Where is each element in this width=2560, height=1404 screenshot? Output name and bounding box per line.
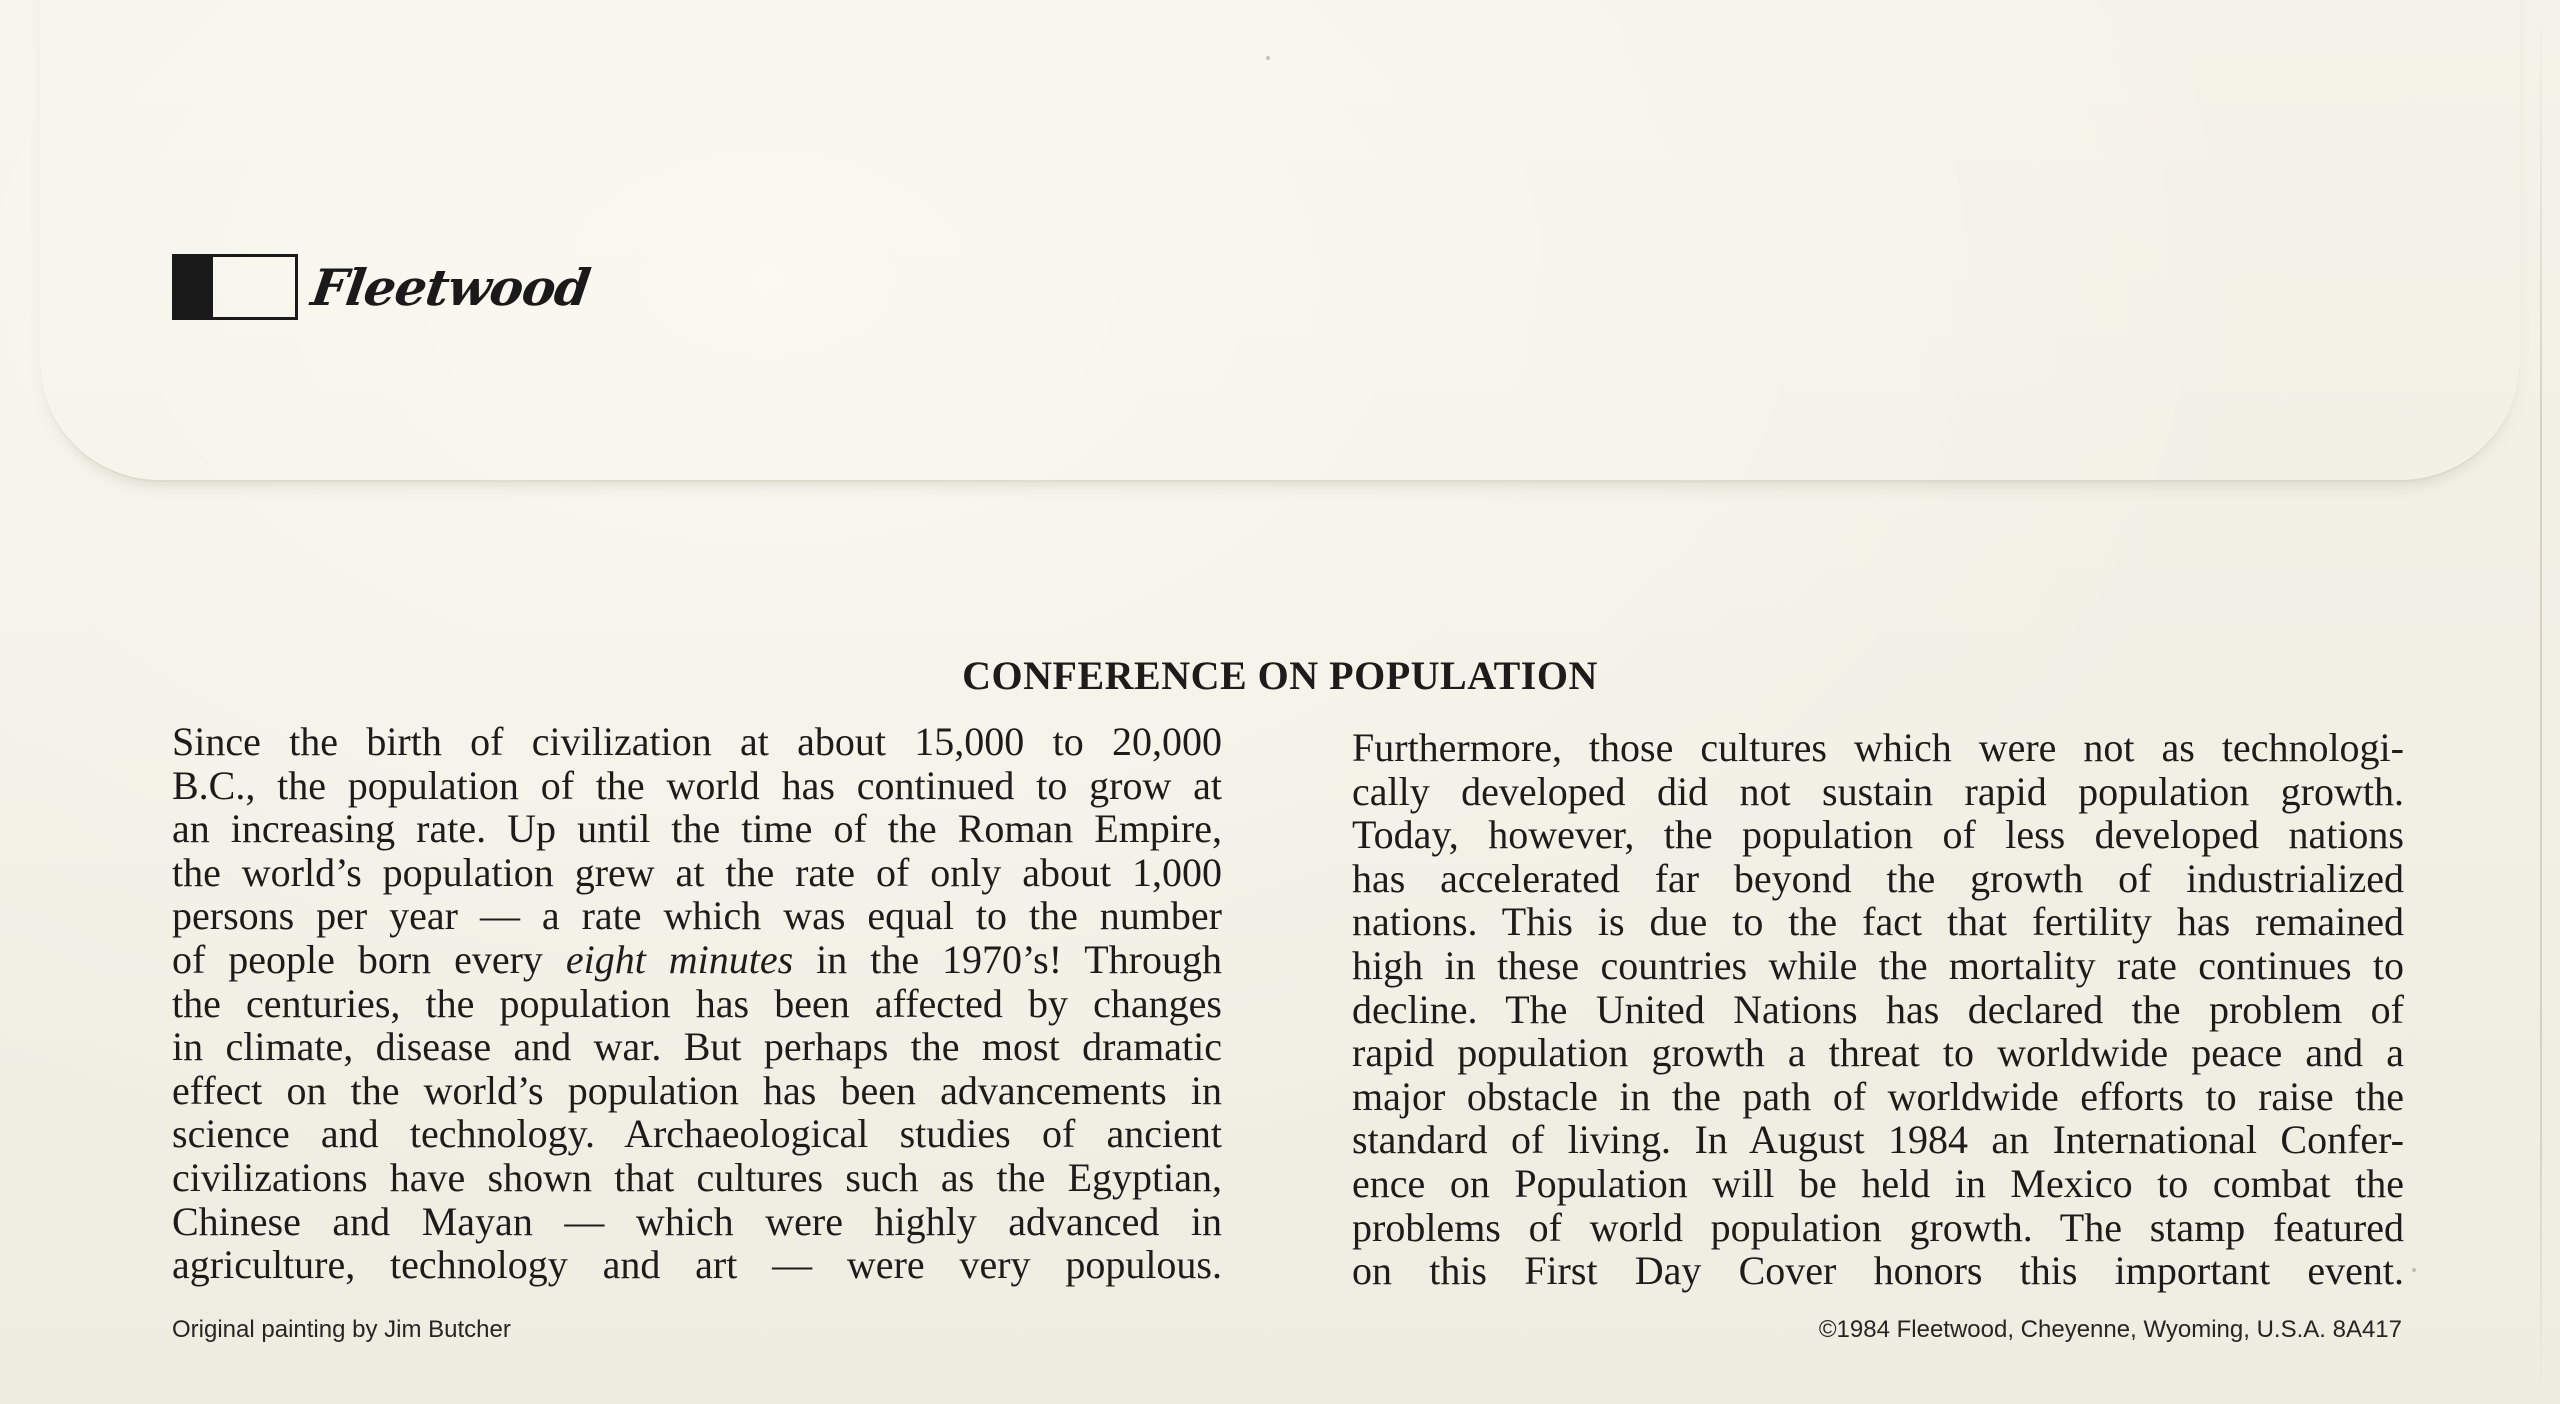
painting-credit: Original painting by Jim Butcher (172, 1316, 511, 1343)
emphasis-text: eight minutes (565, 936, 794, 982)
envelope-flap (40, 0, 2520, 482)
left-line: persons per year — a rate which was equal to the number (172, 893, 1222, 939)
left-line: the centuries, the population has been affected by changes (172, 980, 1222, 1026)
paper-speck (2412, 1268, 2416, 1272)
right-line: major obstacle in the path of worldwide efforts to raise the (1352, 1073, 2404, 1119)
left-line-with-emphasis (172, 938, 1222, 982)
left-line: Since the birth of civilization at about 15,000 to 20,000 (172, 719, 1222, 764)
logo-wordmark: Fleetwood (307, 257, 594, 317)
left-line: an increasing rate. Up until the time of the Roman Empire, (172, 806, 1222, 852)
logo-mark (172, 254, 298, 320)
right-line: standard of living. In August 1984 an International Confer- (1352, 1117, 2404, 1163)
right-line: decline. The United Nations has declared the problem of (1352, 986, 2404, 1032)
left-line-start: of people born every (172, 936, 566, 982)
left-line: science and technology. Archaeological studies of ancient (172, 1111, 1222, 1157)
left-line: B.C., the population of the world has continued to grow at (172, 762, 1222, 808)
left-line-tail: in the 1970’s! Through (793, 936, 1222, 982)
left-line: Chinese and Mayan — which were highly advanced in (172, 1198, 1222, 1244)
right-line: has accelerated far beyond the growth of industrialized (1352, 855, 2404, 901)
page-title: CONFERENCE ON POPULATION (962, 653, 1598, 698)
right-line: Today, however, the population of less developed nations (1352, 812, 2404, 858)
left-line: civilizations have shown that cultures such as the Egyptian, (172, 1154, 1222, 1200)
left-line: agriculture, technology and art — were very populous. (172, 1242, 1222, 1288)
fleetwood-logo (172, 252, 594, 322)
paper-speck (1266, 56, 1270, 60)
right-line: nations. This is due to the fact that fertility has remained (1352, 899, 2404, 945)
right-line: on this First Day Cover honors this important event. (1352, 1248, 2404, 1294)
right-line: rapid population growth a threat to worldwide peace and a (1352, 1030, 2404, 1076)
envelope-edge (2540, 0, 2542, 1404)
right-line: Furthermore, those cultures which were not as technologi- (1352, 725, 2404, 770)
right-line: problems of world population growth. The stamp featured (1352, 1204, 2404, 1250)
left-line: in climate, disease and war. But perhaps the most dramatic (172, 1024, 1222, 1070)
right-text-column (1352, 726, 2404, 1293)
right-line: ence on Population will be held in Mexico to combat the (1352, 1160, 2404, 1206)
right-line: cally developed did not sustain rapid population growth. (1352, 768, 2404, 814)
left-line: the world’s population grew at the rate of only about 1,000 (172, 849, 1222, 895)
left-text-column (172, 720, 1222, 1287)
right-line: high in these countries while the mortality rate continues to (1352, 942, 2404, 988)
left-line: effect on the world’s population has been advancements in (172, 1067, 1222, 1113)
copyright-notice: ©1984 Fleetwood, Cheyenne, Wyoming, U.S.A. 8A417 (1818, 1316, 2402, 1343)
logo-mark-fill (175, 257, 213, 317)
